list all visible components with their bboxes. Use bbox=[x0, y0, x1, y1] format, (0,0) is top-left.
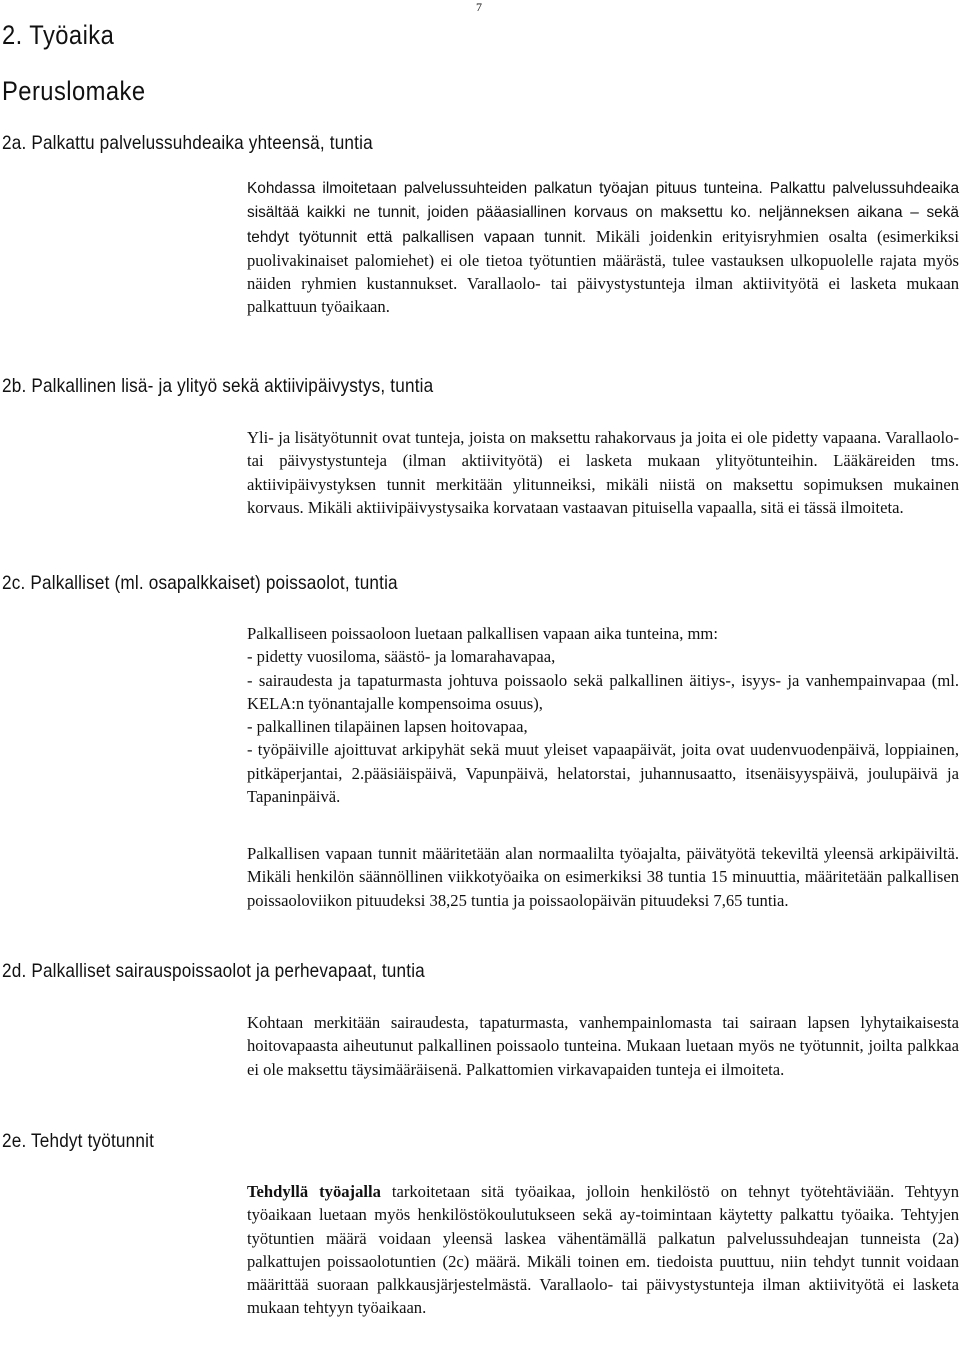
form-title: Peruslomake bbox=[2, 76, 146, 106]
heading-2c: 2c. Palkalliset (ml. osapalkkaiset) poissaolot, tuntia bbox=[2, 572, 398, 594]
list-item: - sairaudesta ja tapaturmasta johtuva poissaolo sekä palkallinen äitiys-, isyys- ja vanhempainvapaa (ml. KELA:n työnantajalle kompensoima osuus), bbox=[247, 670, 959, 713]
text-2e-lead: Tehdyllä työajalla bbox=[247, 1182, 381, 1201]
section-title: 2. Työaika bbox=[2, 20, 115, 50]
heading-2a: 2a. Palkattu palvelussuhdeaika yhteensä, tuntia bbox=[2, 132, 373, 154]
text-2a-paragraph bbox=[247, 176, 959, 319]
text-2c-intro: Palkalliseen poissaoloon luetaan palkallisen vapaan aika tunteina, mm: bbox=[247, 624, 718, 643]
text-2a-part1: Kohdassa ilmoitetaan palvelussuhteiden palkatun työajan pituus tunteina. Palkattu palvelussuhdeaika sisältää kaikki ne tunnit, joiden pääasiallinen korvaus on maksettu ko. neljänneksen aikana – sekä tehdyt työtunnit että palkallisen vapaan tunnit. bbox=[247, 180, 959, 246]
text-2c-hours bbox=[247, 842, 959, 912]
text-2b bbox=[247, 426, 959, 519]
text-2e-body: tarkoitetaan sitä työaikaa, jolloin henkilöstö on tehnyt työtehtäviään. Tehtyyn työaikaan luetaan myös henkilöstökoulutukseen sekä ay-toimintaan käytetty palkattu työaika. Tehtyjen työtuntien määrä voidaan yleensä laskea vähentämällä palkatun palvelussuhdeajan tunneista (2a) palkattujen poissaolotuntien (2c) määrä. Mikäli toinen em. tiedoista puuttuu, niin tehdyt tunnit voidaan määrittää suoraan palkkausjärjestelmästä. Varallaolo- tai päivystystunteja ilman aktiivityötä ei lasketa mukaan tehtyyn työaikaan. bbox=[247, 1182, 959, 1318]
text-2c bbox=[247, 622, 959, 808]
text-2a bbox=[247, 176, 959, 319]
list-item: - palkallinen tilapäinen lapsen hoitovapaa, bbox=[247, 717, 528, 737]
page-number: 7 bbox=[476, 0, 482, 14]
list-item: - työpäiville ajoittuvat arkipyhät sekä muut yleiset vapaapäivät, joita ovat uudenvuodenpäivä, loppiainen, pitkäperjantai, 2.pääsiäispäivä, Vapunpäivä, helatorstai, juhannusaatto, itsenäisyyspäivä, joulupäivä ja Tapaninpäivä. bbox=[247, 740, 959, 807]
text-2e-paragraph bbox=[247, 1180, 959, 1320]
heading-2d: 2d. Palkalliset sairauspoissaolot ja perhevapaat, tuntia bbox=[2, 960, 425, 982]
text-2b-paragraph: Yli- ja lisätyötunnit ovat tunteja, joista on maksettu rahakorvaus ja joita ei ole pidetty vapaana. Varallaolo- tai päivystystunteja (ilman aktiivityötä) ei lasketa mukaan ylityötunteihin. Lääkäreiden tms. aktiivipäivystyksen tunnit merkitään ylitunneiksi, mikäli niistä on maksettu sopimuksen mukainen korvaus. Mikäli aktiivipäivystysaika korvataan vastaavan pituisella vapaalla, sitä ei tässä ilmoiteta. bbox=[247, 428, 959, 517]
text-2c-hours-paragraph: Palkallisen vapaan tunnit määritetään alan normaalilta työajalta, päivätyötä tekeviltä yleensä arkipäiviltä. Mikäli henkilön säännöllinen viikkotyöaika on esimerkiksi 38 tuntia 15 minuuttia, määritetään palkallisen poissaoloviikon pituudeksi 38,25 tuntia ja poissaolopäivän pituudeksi 7,65 tuntia. bbox=[247, 844, 959, 910]
text-2a-part2: Mikäli joidenkin erityisryhmien osalta (esimerkiksi puolivakinaiset palomiehet) ei ole tietoa työtuntien määrästä, tulee vastauksen ulkopuolelle rajata myös näiden ryhmien kustannukset. Varallaolo- tai päivystystunteja ilman aktiivityötä ei lasketa mukaan palkattuun työaikaan. bbox=[247, 226, 959, 317]
heading-2e: 2e. Tehdyt työtunnit bbox=[2, 1130, 155, 1152]
heading-2b: 2b. Palkallinen lisä- ja ylityö sekä aktiivipäivystys, tuntia bbox=[2, 375, 434, 397]
list-item: - pidetty vuosiloma, säästö- ja lomarahavapaa, bbox=[247, 647, 556, 667]
text-2d bbox=[247, 1011, 959, 1081]
text-2e bbox=[247, 1180, 959, 1320]
text-2d-paragraph: Kohtaan merkitään sairaudesta, tapaturmasta, vanhempainlomasta tai sairaan lapsen lyhytaikaisesta hoitovapaasta aiheutunut palkallinen poissaolo tunteina. Mukaan luetaan myös ne työtunnit, joilta palkkaa ei ole maksettu täysimääräisenä. Palkattomien virkavapaiden tunteja ei ilmoiteta. bbox=[247, 1013, 959, 1079]
